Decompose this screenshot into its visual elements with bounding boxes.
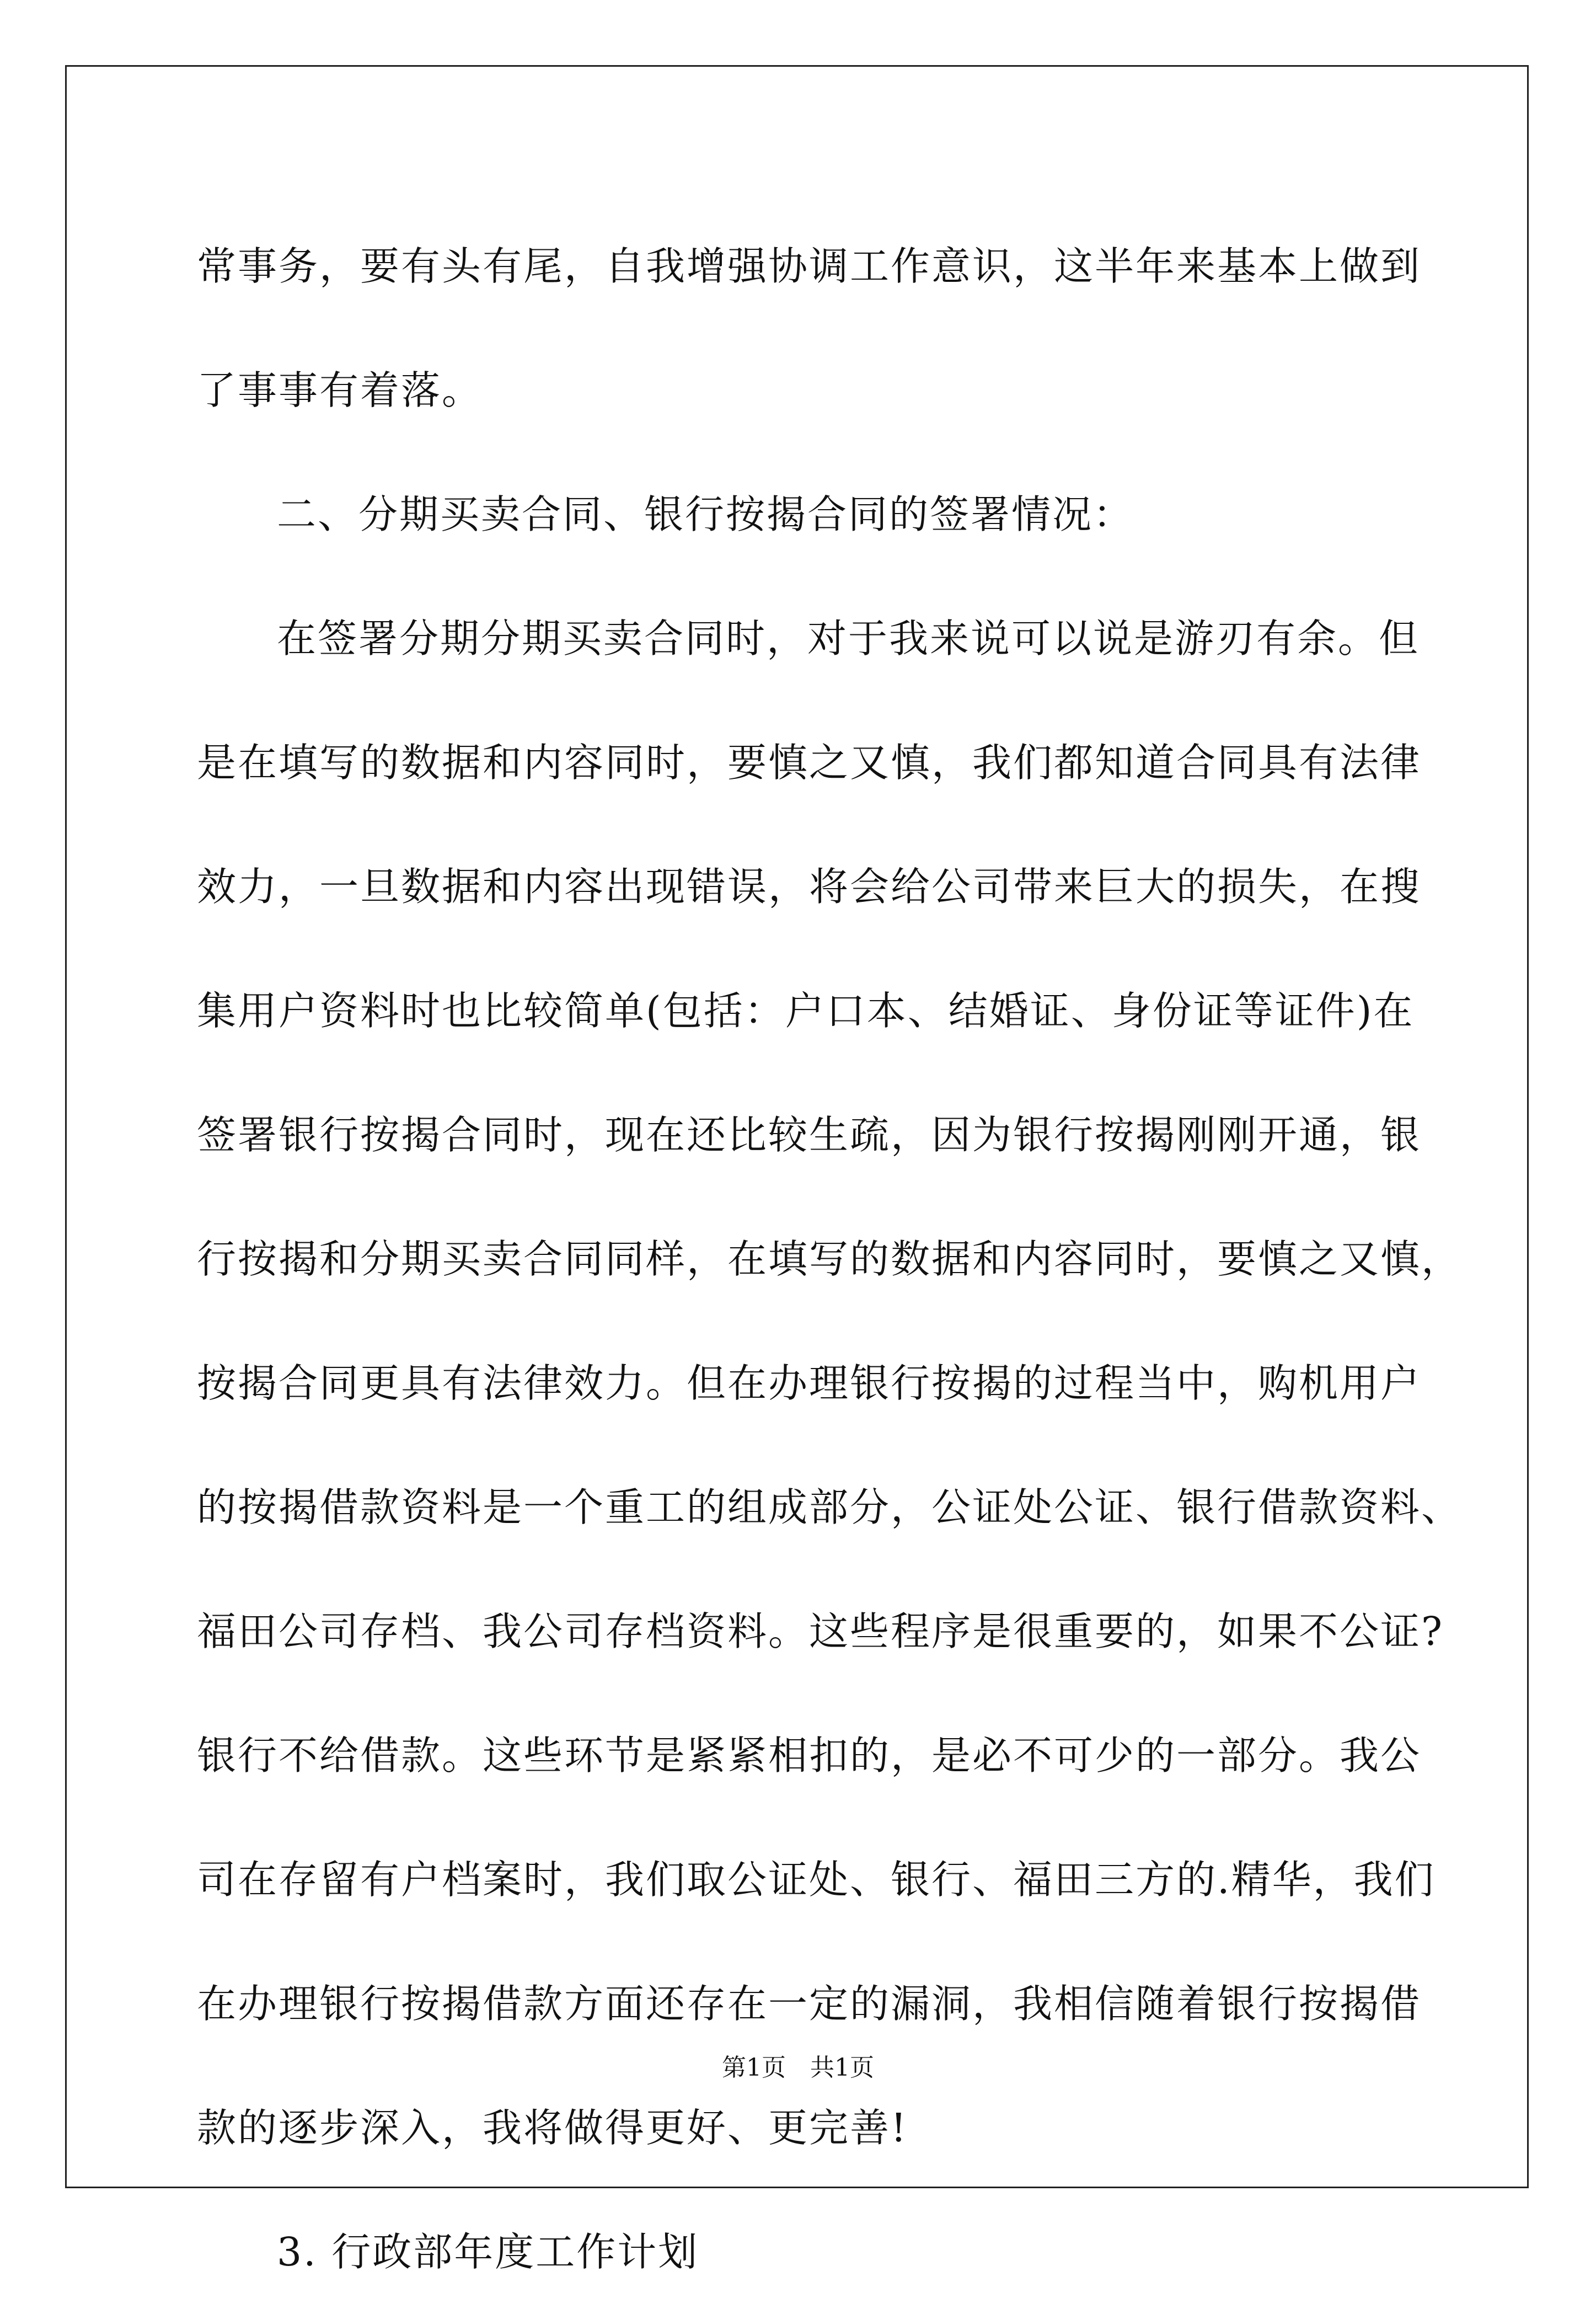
page-footer: 第1页 共1页 xyxy=(722,2054,874,2082)
paragraph-line: 福田公司存档、我公司存档资料。这些程序是很重要的，如果不公证? xyxy=(197,1608,1444,1654)
paragraph-line: 签署银行按揭合同时，现在还比较生疏，因为银行按揭刚刚开通，银 xyxy=(197,1112,1422,1158)
paragraph-line: 在办理银行按揭借款方面还存在一定的漏洞，我相信随着银行按揭借 xyxy=(197,1981,1422,2027)
paragraph-line: 银行不给借款。这些环节是紧紧相扣的，是必不可少的一部分。我公 xyxy=(197,1733,1422,1778)
section-heading: 3. 行政部年度工作计划 xyxy=(277,2229,699,2275)
paragraph-line: 效力，一旦数据和内容出现错误，将会给公司带来巨大的损失，在搜 xyxy=(197,864,1422,910)
paragraph-line: 了事事有着落。 xyxy=(197,367,483,413)
paragraph-line: 在签署分期分期买卖合同时，对于我来说可以说是游刃有余。但 xyxy=(277,616,1420,661)
paragraph-line: 行按揭和分期买卖合同同样，在填写的数据和内容同时，要慎之又慎， xyxy=(197,1236,1463,1282)
paragraph-line: 的按揭借款资料是一个重工的组成部分，公证处公证、银行借款资料、 xyxy=(197,1484,1463,1530)
paragraph-line: 常事务，要有头有尾，自我增强协调工作意识，这半年来基本上做到 xyxy=(197,243,1422,289)
paragraph-line: 集用户资料时也比较简单(包括：户口本、结婚证、身份证等证件)在 xyxy=(197,988,1415,1034)
document-body xyxy=(197,204,1463,2314)
section-heading: 二、分期买卖合同、银行按揭合同的签署情况： xyxy=(277,491,1134,537)
paragraph-line: 是在填写的数据和内容同时，要慎之又慎，我们都知道合同具有法律 xyxy=(197,740,1422,785)
paragraph-line: 按揭合同更具有法律效力。但在办理银行按揭的过程当中，购机用户 xyxy=(197,1360,1422,1406)
paragraph-line: 款的逐步深入，我将做得更好、更完善! xyxy=(197,2105,908,2151)
paragraph-line: 司在存留有户档案时，我们取公证处、银行、福田三方的.精华，我们 xyxy=(197,1857,1436,1902)
